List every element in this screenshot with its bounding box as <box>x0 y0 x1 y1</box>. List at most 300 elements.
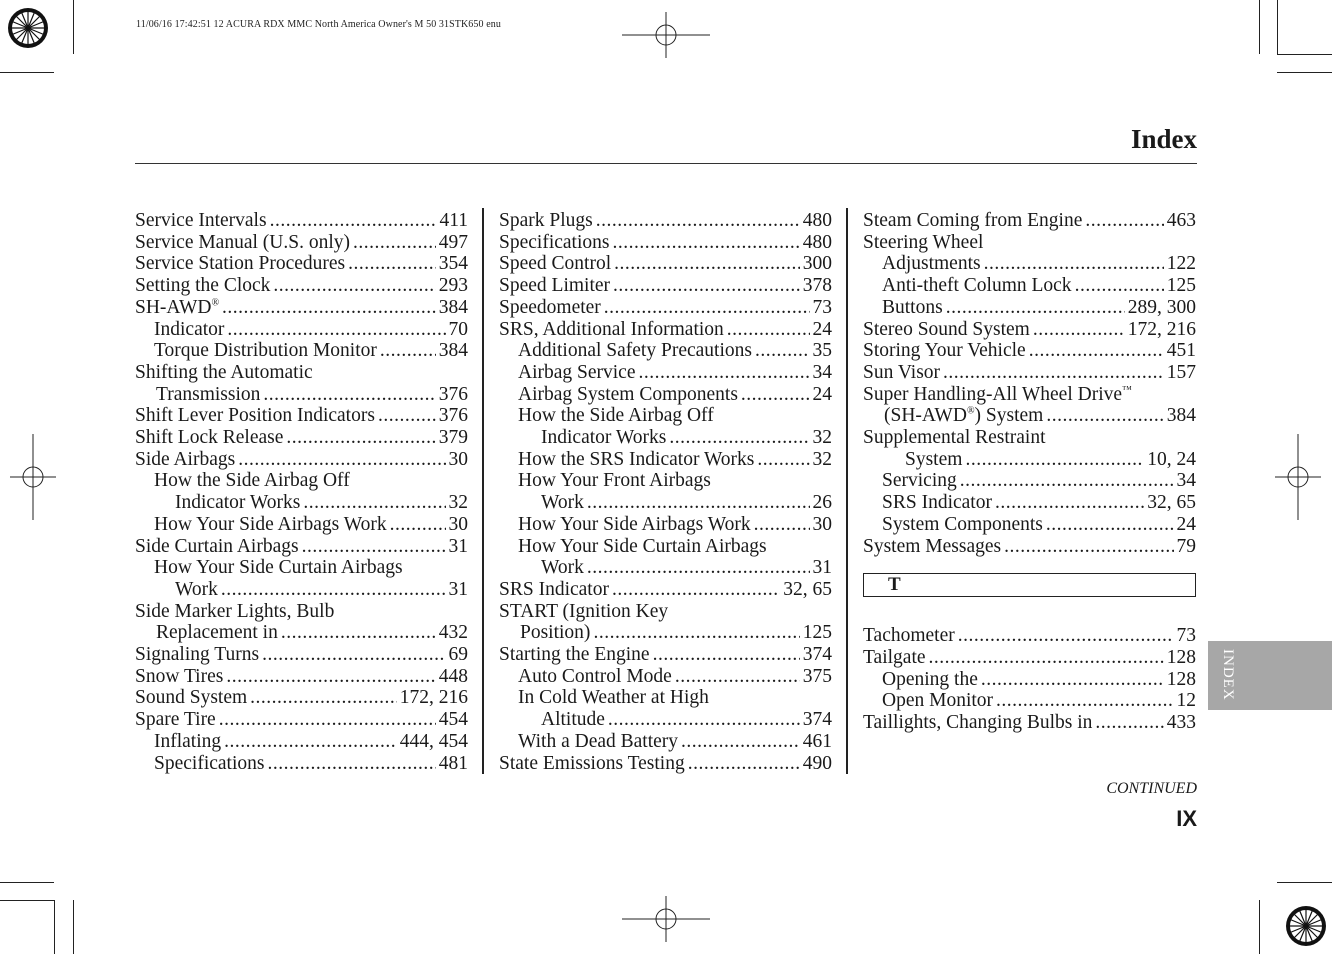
entry-term <box>135 275 270 297</box>
print-slug: 11/06/16 17:42:51 12 ACURA RDX MMC North America Owner's M 50 31STK650 enu <box>136 19 501 30</box>
entry-page-ref[interactable]: 384 <box>1166 405 1196 427</box>
index-entry <box>499 253 832 275</box>
entry-term-text: Work <box>541 557 584 579</box>
dot-leader <box>1095 712 1163 734</box>
index-entry <box>863 625 1196 647</box>
trademark-symbol: ™ <box>1122 384 1132 396</box>
dot-leader <box>653 644 800 666</box>
dot-leader <box>946 297 1125 319</box>
index-entry <box>135 210 468 232</box>
entry-term <box>135 297 219 319</box>
entry-page-ref[interactable]: 24 <box>812 318 832 340</box>
registration-target-icon <box>0 0 60 60</box>
entry-term-text: How Your Side Curtain Airbags <box>154 557 403 579</box>
dot-leader <box>741 384 810 406</box>
entry-term-text: Steering Wheel <box>863 231 984 253</box>
index-entry <box>863 427 1196 449</box>
index-entry <box>499 622 832 644</box>
index-entry <box>499 427 832 449</box>
index-entry <box>863 712 1196 734</box>
entry-term-text: Servicing <box>882 470 957 492</box>
entry-term-text: START (Ignition Key <box>499 600 669 622</box>
entry-page-ref[interactable]: 411 <box>439 210 468 231</box>
dot-leader <box>614 253 800 275</box>
entry-term <box>135 405 375 427</box>
entry-page-ref[interactable]: 34 <box>812 361 832 383</box>
entry-term-text: Indicator <box>154 318 225 340</box>
index-entry <box>135 644 468 666</box>
entry-term <box>518 514 751 536</box>
index-entry <box>135 579 468 601</box>
entry-term-text: Storing Your Vehicle <box>863 340 1026 362</box>
entry-term-text: Work <box>175 578 218 600</box>
index-entry <box>863 536 1196 558</box>
dot-leader <box>1029 340 1164 362</box>
entry-term <box>518 449 754 471</box>
index-entry <box>499 210 832 232</box>
dot-leader <box>754 514 810 536</box>
dot-leader <box>755 340 810 362</box>
entry-page-ref[interactable]: 70 <box>448 318 468 340</box>
entry-term <box>541 427 666 449</box>
entry-term-text: Shifting the Automatic <box>135 361 313 383</box>
entry-page-ref[interactable]: 461 <box>802 730 832 752</box>
dot-leader <box>669 427 809 449</box>
entry-term <box>135 644 259 666</box>
index-entry <box>499 492 832 514</box>
entry-term-text: Specifications <box>499 231 610 253</box>
entry-term <box>884 405 1043 427</box>
entry-term <box>541 709 605 731</box>
entry-term <box>863 319 1030 341</box>
index-entry <box>499 470 832 492</box>
entry-page-ref[interactable]: 289, 300 <box>1127 296 1196 318</box>
entry-term-text: How Your Side Airbags Work <box>154 513 387 535</box>
entry-term <box>154 340 377 362</box>
entry-term-text: Inflating <box>154 730 222 752</box>
index-column-1 <box>135 210 468 774</box>
dot-leader <box>1033 319 1125 341</box>
dot-leader <box>587 557 810 579</box>
entry-term-text: Speed Control <box>499 253 612 275</box>
entry-page-ref[interactable]: 374 <box>802 709 832 731</box>
entry-page-ref[interactable]: 69 <box>448 644 468 666</box>
dot-leader <box>353 232 436 254</box>
index-entry <box>135 753 468 775</box>
index-entry <box>863 232 1196 254</box>
index-entry <box>135 557 468 579</box>
entry-term <box>518 536 767 557</box>
index-entry <box>499 232 832 254</box>
dot-leader <box>224 731 397 753</box>
entry-term <box>135 666 223 688</box>
continued-note: CONTINUED <box>1106 780 1197 797</box>
index-entry <box>499 579 832 601</box>
dot-leader <box>378 405 436 427</box>
entry-term-text: Indicator Works <box>541 427 667 449</box>
entry-page-ref[interactable]: 490 <box>802 752 832 774</box>
entry-page-ref[interactable]: 463 <box>1166 210 1196 231</box>
entry-term-text: Service Station Procedures <box>135 253 346 275</box>
entry-term <box>154 731 221 753</box>
entry-page-ref[interactable]: 24 <box>812 383 832 405</box>
entry-page-ref[interactable]: 30 <box>448 513 468 535</box>
entry-term-text: Sun Visor <box>863 361 941 383</box>
entry-term <box>882 297 943 319</box>
entry-page-ref[interactable]: 12 <box>1176 690 1196 712</box>
entry-term <box>518 666 672 688</box>
entry-page-ref[interactable]: 497 <box>438 231 468 253</box>
entry-term-text: How the Side Airbag Off <box>518 405 714 427</box>
column-divider <box>482 208 484 774</box>
entry-term <box>518 405 714 426</box>
trademark-symbol: ® <box>211 297 220 309</box>
index-entry <box>135 514 468 536</box>
entry-term-text: How Your Side Airbags Work <box>518 513 751 535</box>
entry-term <box>499 210 593 232</box>
dot-leader <box>286 427 435 449</box>
dot-leader <box>273 275 435 297</box>
entry-term-text: Airbag System Components <box>518 383 738 405</box>
entry-term <box>541 492 584 514</box>
index-entry <box>135 405 468 427</box>
index-entry <box>135 297 468 319</box>
entry-term-text: Side Marker Lights, Bulb <box>135 600 335 622</box>
dot-leader <box>390 514 446 536</box>
entry-term <box>175 579 218 601</box>
entry-term-text: (SH-AWD <box>884 405 967 427</box>
entry-term-text: Open Monitor <box>882 690 994 712</box>
entry-term <box>518 362 636 384</box>
entry-page-ref[interactable]: 444, 454 <box>399 730 468 752</box>
entry-page-ref[interactable]: 32, 65 <box>783 578 832 600</box>
entry-page-ref[interactable]: 32, 65 <box>1147 492 1196 514</box>
entry-term-text: System Messages <box>863 535 1002 557</box>
entry-page-ref[interactable]: 354 <box>438 253 468 275</box>
crosshair-icon <box>1275 434 1321 520</box>
dot-leader <box>1085 210 1163 232</box>
dot-leader <box>1075 275 1164 297</box>
index-entry <box>135 449 468 471</box>
dot-leader <box>596 210 800 232</box>
entry-page-ref[interactable]: 480 <box>802 210 832 231</box>
entry-page-ref[interactable]: 125 <box>802 622 832 644</box>
entry-page-ref[interactable]: 481 <box>438 752 468 774</box>
entry-page-ref[interactable]: 24 <box>1176 513 1196 535</box>
index-entry <box>135 253 468 275</box>
entry-page-ref[interactable]: 157 <box>1166 361 1196 383</box>
entry-term <box>518 731 678 753</box>
crosshair-icon <box>622 12 710 58</box>
entry-page-ref[interactable]: 26 <box>812 492 832 514</box>
entry-term-text: Altitude <box>541 709 605 731</box>
entry-term-text: SRS, Additional Information <box>499 318 724 340</box>
entry-term-text: Super Handling-All Wheel Drive <box>863 383 1123 405</box>
entry-term <box>499 297 601 319</box>
entry-term-text: Spare Tire <box>135 709 216 731</box>
entry-term <box>499 275 610 297</box>
index-entry <box>499 687 832 709</box>
dot-leader <box>943 362 1164 384</box>
entry-term-text: Sound System <box>135 687 248 709</box>
entry-page-ref[interactable]: 376 <box>438 405 468 427</box>
dot-leader <box>965 449 1144 471</box>
dot-leader <box>221 579 446 601</box>
entry-term <box>863 647 926 669</box>
index-entry <box>499 340 832 362</box>
dot-leader <box>380 340 436 362</box>
index-entry <box>135 687 468 709</box>
dot-leader <box>281 622 436 644</box>
entry-term <box>541 557 584 579</box>
dot-leader <box>226 666 435 688</box>
entry-term <box>154 753 264 775</box>
entry-term-text: Opening the <box>882 668 978 690</box>
entry-term-text: How Your Side Curtain Airbags <box>518 535 767 557</box>
entry-page-ref[interactable]: 379 <box>438 427 468 449</box>
entry-term <box>863 210 1082 232</box>
entry-term-text: SH-AWD <box>135 296 212 318</box>
dot-leader <box>250 687 397 709</box>
entry-page-ref[interactable]: 73 <box>812 296 832 318</box>
entry-term-text: Adjustments <box>882 253 981 275</box>
entry-term <box>499 232 609 254</box>
index-entry <box>499 449 832 471</box>
entry-term <box>863 712 1092 734</box>
entry-page-ref[interactable]: 451 <box>1166 340 1196 362</box>
dot-leader <box>688 753 800 775</box>
entry-term <box>863 340 1026 362</box>
dot-leader <box>1004 536 1173 558</box>
dot-leader <box>219 709 436 731</box>
entry-term-text: Anti-theft Column Lock <box>882 275 1072 297</box>
entry-page-ref[interactable]: 128 <box>1166 646 1196 668</box>
dot-leader <box>981 669 1164 691</box>
index-tab-label: INDEX <box>1220 649 1236 701</box>
entry-term <box>863 232 983 253</box>
entry-term <box>135 536 299 558</box>
index-entry <box>863 449 1196 471</box>
entry-term-text: SRS Indicator <box>499 578 609 600</box>
entry-term <box>520 622 590 644</box>
entry-term-text: Steam Coming from Engine <box>863 210 1083 231</box>
index-entry <box>499 753 832 775</box>
entry-term <box>905 449 962 471</box>
index-entry <box>135 275 468 297</box>
entry-term-text: Indicator Works <box>175 492 301 514</box>
dot-leader <box>263 384 435 406</box>
entry-page-ref[interactable]: 73 <box>1176 625 1196 647</box>
index-entry <box>499 384 832 406</box>
index-column-2 <box>499 210 832 774</box>
entry-term <box>499 253 611 275</box>
entry-page-ref[interactable]: 30 <box>448 448 468 470</box>
entry-term-text: Transmission <box>156 383 261 405</box>
entry-term-text: Snow Tires <box>135 665 224 687</box>
index-entry <box>863 514 1196 536</box>
dot-leader <box>960 470 1174 492</box>
entry-term-text: System Components <box>882 513 1043 535</box>
entry-term <box>882 275 1072 297</box>
index-entry <box>135 384 468 406</box>
entry-term-text: Auto Control Mode <box>518 665 672 687</box>
entry-term <box>863 536 1001 558</box>
entry-page-ref[interactable]: 384 <box>438 340 468 362</box>
index-entry <box>863 253 1196 275</box>
entry-term <box>882 470 957 492</box>
entry-page-ref[interactable]: 293 <box>438 275 468 297</box>
index-entry <box>499 405 832 427</box>
entry-term-text: Tailgate <box>863 646 926 668</box>
dot-leader <box>262 644 445 666</box>
entry-term <box>499 644 650 666</box>
dot-leader <box>727 319 810 341</box>
dot-leader <box>587 492 810 514</box>
entry-term <box>882 253 981 275</box>
entry-page-ref[interactable]: 300 <box>802 253 832 275</box>
entry-term <box>863 625 955 647</box>
index-entry <box>863 340 1196 362</box>
entry-term <box>135 362 313 383</box>
index-entry <box>135 622 468 644</box>
index-entry <box>499 666 832 688</box>
entry-page-ref[interactable]: 32 <box>448 492 468 514</box>
entry-term-suffix: ) System <box>974 405 1044 427</box>
index-entry <box>499 536 832 558</box>
dot-leader <box>996 690 1173 712</box>
entry-term-text: How Your Front Airbags <box>518 470 711 492</box>
index-entry <box>135 601 468 623</box>
index-entry <box>135 232 468 254</box>
entry-page-ref[interactable]: 31 <box>448 535 468 557</box>
entry-page-ref[interactable]: 10, 24 <box>1147 448 1196 470</box>
entry-term-text: Additional Safety Precautions <box>518 340 752 362</box>
entry-page-ref[interactable]: 454 <box>438 709 468 731</box>
entry-term-text: Airbag Service <box>518 361 636 383</box>
entry-term-text: Supplemental Restraint <box>863 427 1046 449</box>
entry-page-ref[interactable]: 31 <box>812 557 832 579</box>
entry-term <box>156 384 260 406</box>
index-entry <box>863 275 1196 297</box>
entry-term-text: Specifications <box>154 752 265 774</box>
index-entry <box>135 666 468 688</box>
dot-leader <box>675 666 800 688</box>
entry-term <box>499 753 685 775</box>
entry-term <box>499 601 668 622</box>
entry-page-ref[interactable]: 32 <box>812 448 832 470</box>
dot-leader <box>984 253 1164 275</box>
index-entry <box>499 709 832 731</box>
dot-leader <box>608 709 800 731</box>
entry-page-ref[interactable]: 31 <box>448 578 468 600</box>
entry-page-ref[interactable]: 375 <box>802 665 832 687</box>
entry-term <box>175 492 300 514</box>
entry-term <box>135 210 267 232</box>
entry-term <box>135 232 350 254</box>
dot-leader <box>227 319 445 341</box>
registration-target-icon <box>1278 898 1332 954</box>
entry-term <box>518 687 709 708</box>
index-entry <box>863 470 1196 492</box>
entry-page-ref[interactable]: 384 <box>438 296 468 318</box>
entry-term <box>135 601 334 622</box>
index-column-3 <box>863 210 1196 734</box>
entry-page-ref[interactable]: 79 <box>1176 535 1196 557</box>
entry-page-ref[interactable]: 378 <box>802 275 832 297</box>
entry-term <box>863 427 1046 448</box>
entry-term-text: In Cold Weather at High <box>518 687 709 709</box>
entry-page-ref[interactable]: 432 <box>438 622 468 644</box>
index-entry <box>499 362 832 384</box>
entry-page-ref[interactable]: 34 <box>1176 470 1196 492</box>
entry-page-ref[interactable]: 172, 216 <box>399 687 468 709</box>
crosshair-icon <box>10 434 56 520</box>
index-entry <box>863 669 1196 691</box>
entry-term-text: With a Dead Battery <box>518 730 679 752</box>
entry-term <box>156 622 278 644</box>
column-divider <box>846 208 848 774</box>
dot-leader <box>267 753 435 775</box>
entry-term <box>135 253 345 275</box>
entry-page-ref[interactable]: 172, 216 <box>1127 318 1196 340</box>
entry-term <box>863 362 940 384</box>
entry-term-text: Starting the Engine <box>499 644 650 666</box>
entry-page-ref[interactable]: 128 <box>1166 668 1196 690</box>
entry-page-ref[interactable]: 480 <box>802 231 832 253</box>
entry-page-ref[interactable]: 448 <box>438 665 468 687</box>
entry-page-ref[interactable]: 122 <box>1166 253 1196 275</box>
index-entry <box>863 492 1196 514</box>
index-entry <box>499 731 832 753</box>
entry-term-text: Speed Limiter <box>499 275 611 297</box>
dot-leader <box>270 210 437 232</box>
index-entry <box>499 319 832 341</box>
entry-term <box>499 579 609 601</box>
entry-term <box>518 470 711 491</box>
entry-page-ref[interactable]: 35 <box>812 340 832 362</box>
dot-leader <box>593 622 799 644</box>
entry-term-text: Stereo Sound System <box>863 318 1030 340</box>
entry-term-text: Position) <box>520 622 591 644</box>
index-entry <box>135 492 468 514</box>
dot-leader <box>958 625 1174 647</box>
entry-term <box>154 557 403 578</box>
entry-term-text: Setting the Clock <box>135 275 271 297</box>
index-entry <box>863 210 1196 232</box>
index-entry <box>863 690 1196 712</box>
entry-page-ref[interactable]: 433 <box>1166 712 1196 734</box>
entry-term <box>882 669 978 691</box>
entry-term <box>518 340 752 362</box>
entry-page-ref[interactable]: 30 <box>812 513 832 535</box>
dot-leader <box>639 362 810 384</box>
index-entry <box>863 297 1196 319</box>
dot-leader <box>302 536 446 558</box>
entry-page-ref[interactable]: 125 <box>1166 275 1196 297</box>
index-entry <box>135 319 468 341</box>
trademark-symbol: ® <box>966 405 975 417</box>
index-entry <box>135 536 468 558</box>
entry-page-ref[interactable]: 376 <box>438 383 468 405</box>
dot-leader <box>612 232 799 254</box>
crosshair-icon <box>622 896 710 942</box>
index-entry <box>135 340 468 362</box>
index-entry <box>135 470 468 492</box>
entry-term <box>882 690 993 712</box>
entry-page-ref[interactable]: 374 <box>802 644 832 666</box>
entry-term-text: Shift Lever Position Indicators <box>135 405 375 427</box>
entry-page-ref[interactable]: 32 <box>812 427 832 449</box>
